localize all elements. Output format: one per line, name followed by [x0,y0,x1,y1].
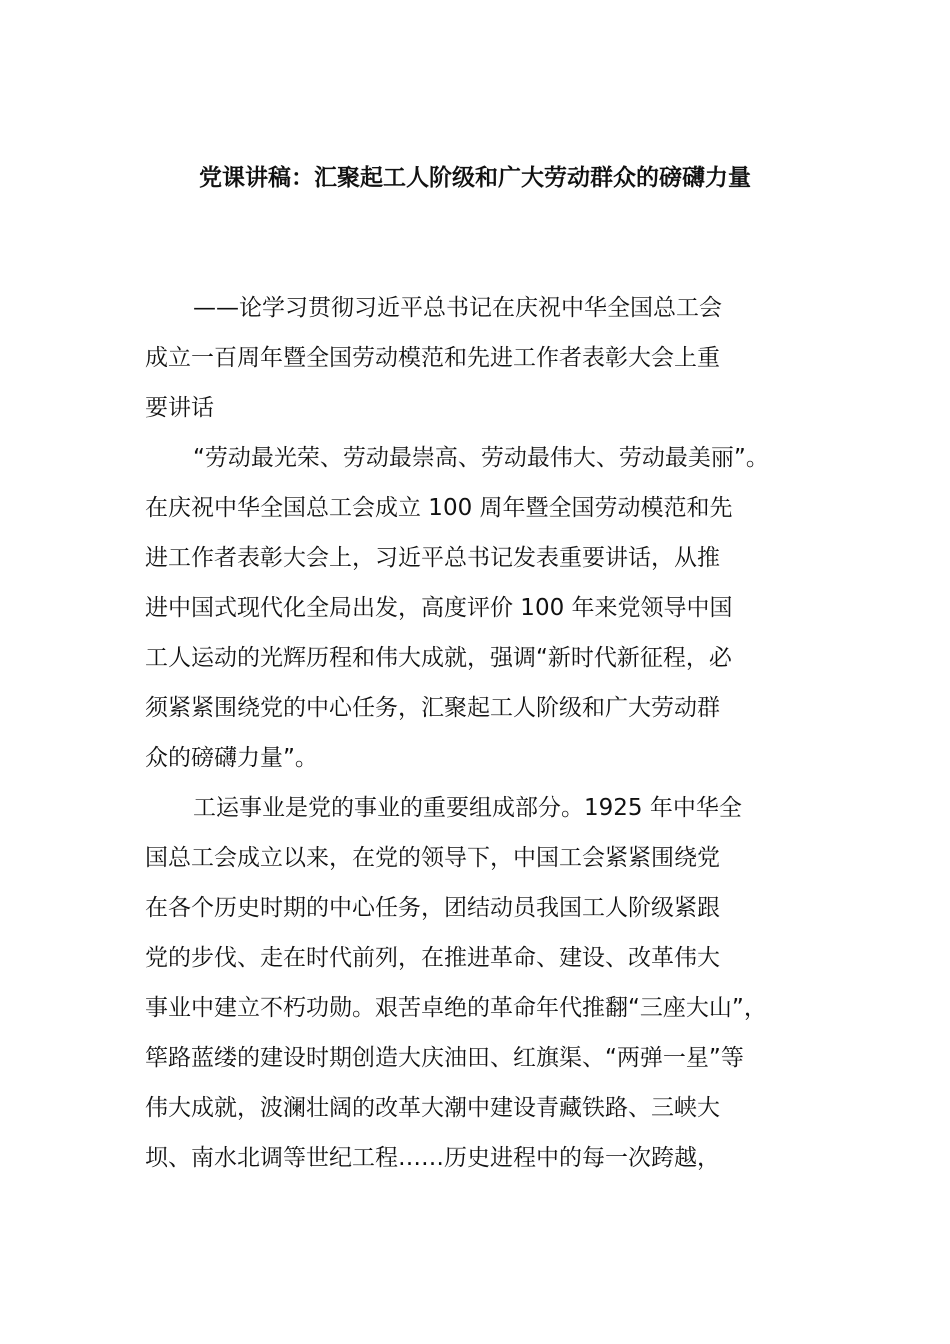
text-line: 须紧紧围绕党的中心任务，汇聚起工人阶级和广大劳动群 [145,695,720,721]
text-line: 国总工会成立以来，在党的领导下，中国工会紧紧围绕党 [145,845,720,871]
document-title: 党课讲稿：汇聚起工人阶级和广大劳动群众的磅礴力量 [199,165,751,191]
text-line: 伟大成就，波澜壮阔的改革大潮中建设青藏铁路、三峡大 [145,1095,720,1121]
body-paragraph [145,783,835,1183]
text-line: 坝、南水北调等世纪工程……历史进程中的每一次跨越， [145,1145,720,1171]
text-line: 事业中建立不朽功勋。艰苦卓绝的革命年代推翻“三座大山”， [145,995,767,1021]
body-paragraph [145,433,835,783]
document-body [145,283,835,1183]
text-line: 在各个历史时期的中心任务，团结动员我国工人阶级紧跟 [145,895,720,921]
text-line: ——论学习贯彻习近平总书记在庆祝中华全国总工会 [193,295,722,321]
text-line: 要讲话 [145,395,214,421]
text-line: 筚路蓝缕的建设时期创造大庆油田、红旗渠、“两弹一星”等 [145,1045,744,1071]
text-line: 众的磅礴力量”。 [145,745,318,771]
text-line: 工人运动的光辉历程和伟大成就，强调“新时代新征程，必 [145,645,732,671]
text-line: 进中国式现代化全局出发，高度评价 100 年来党领导中国 [145,595,733,621]
text-line: 进工作者表彰大会上，习近平总书记发表重要讲话，从推 [145,545,720,571]
text-line: 成立一百周年暨全国劳动模范和先进工作者表彰大会上重 [145,345,720,371]
text-line: 工运事业是党的事业的重要组成部分。1925 年中华全 [193,795,742,821]
text-line: 党的步伐、走在时代前列，在推进革命、建设、改革伟大 [145,945,720,971]
text-line: “劳动最光荣、劳动最崇高、劳动最伟大、劳动最美丽”。 [193,445,769,471]
text-line: 在庆祝中华全国总工会成立 100 周年暨全国劳动模范和先 [145,495,733,521]
subtitle-paragraph [145,283,835,433]
